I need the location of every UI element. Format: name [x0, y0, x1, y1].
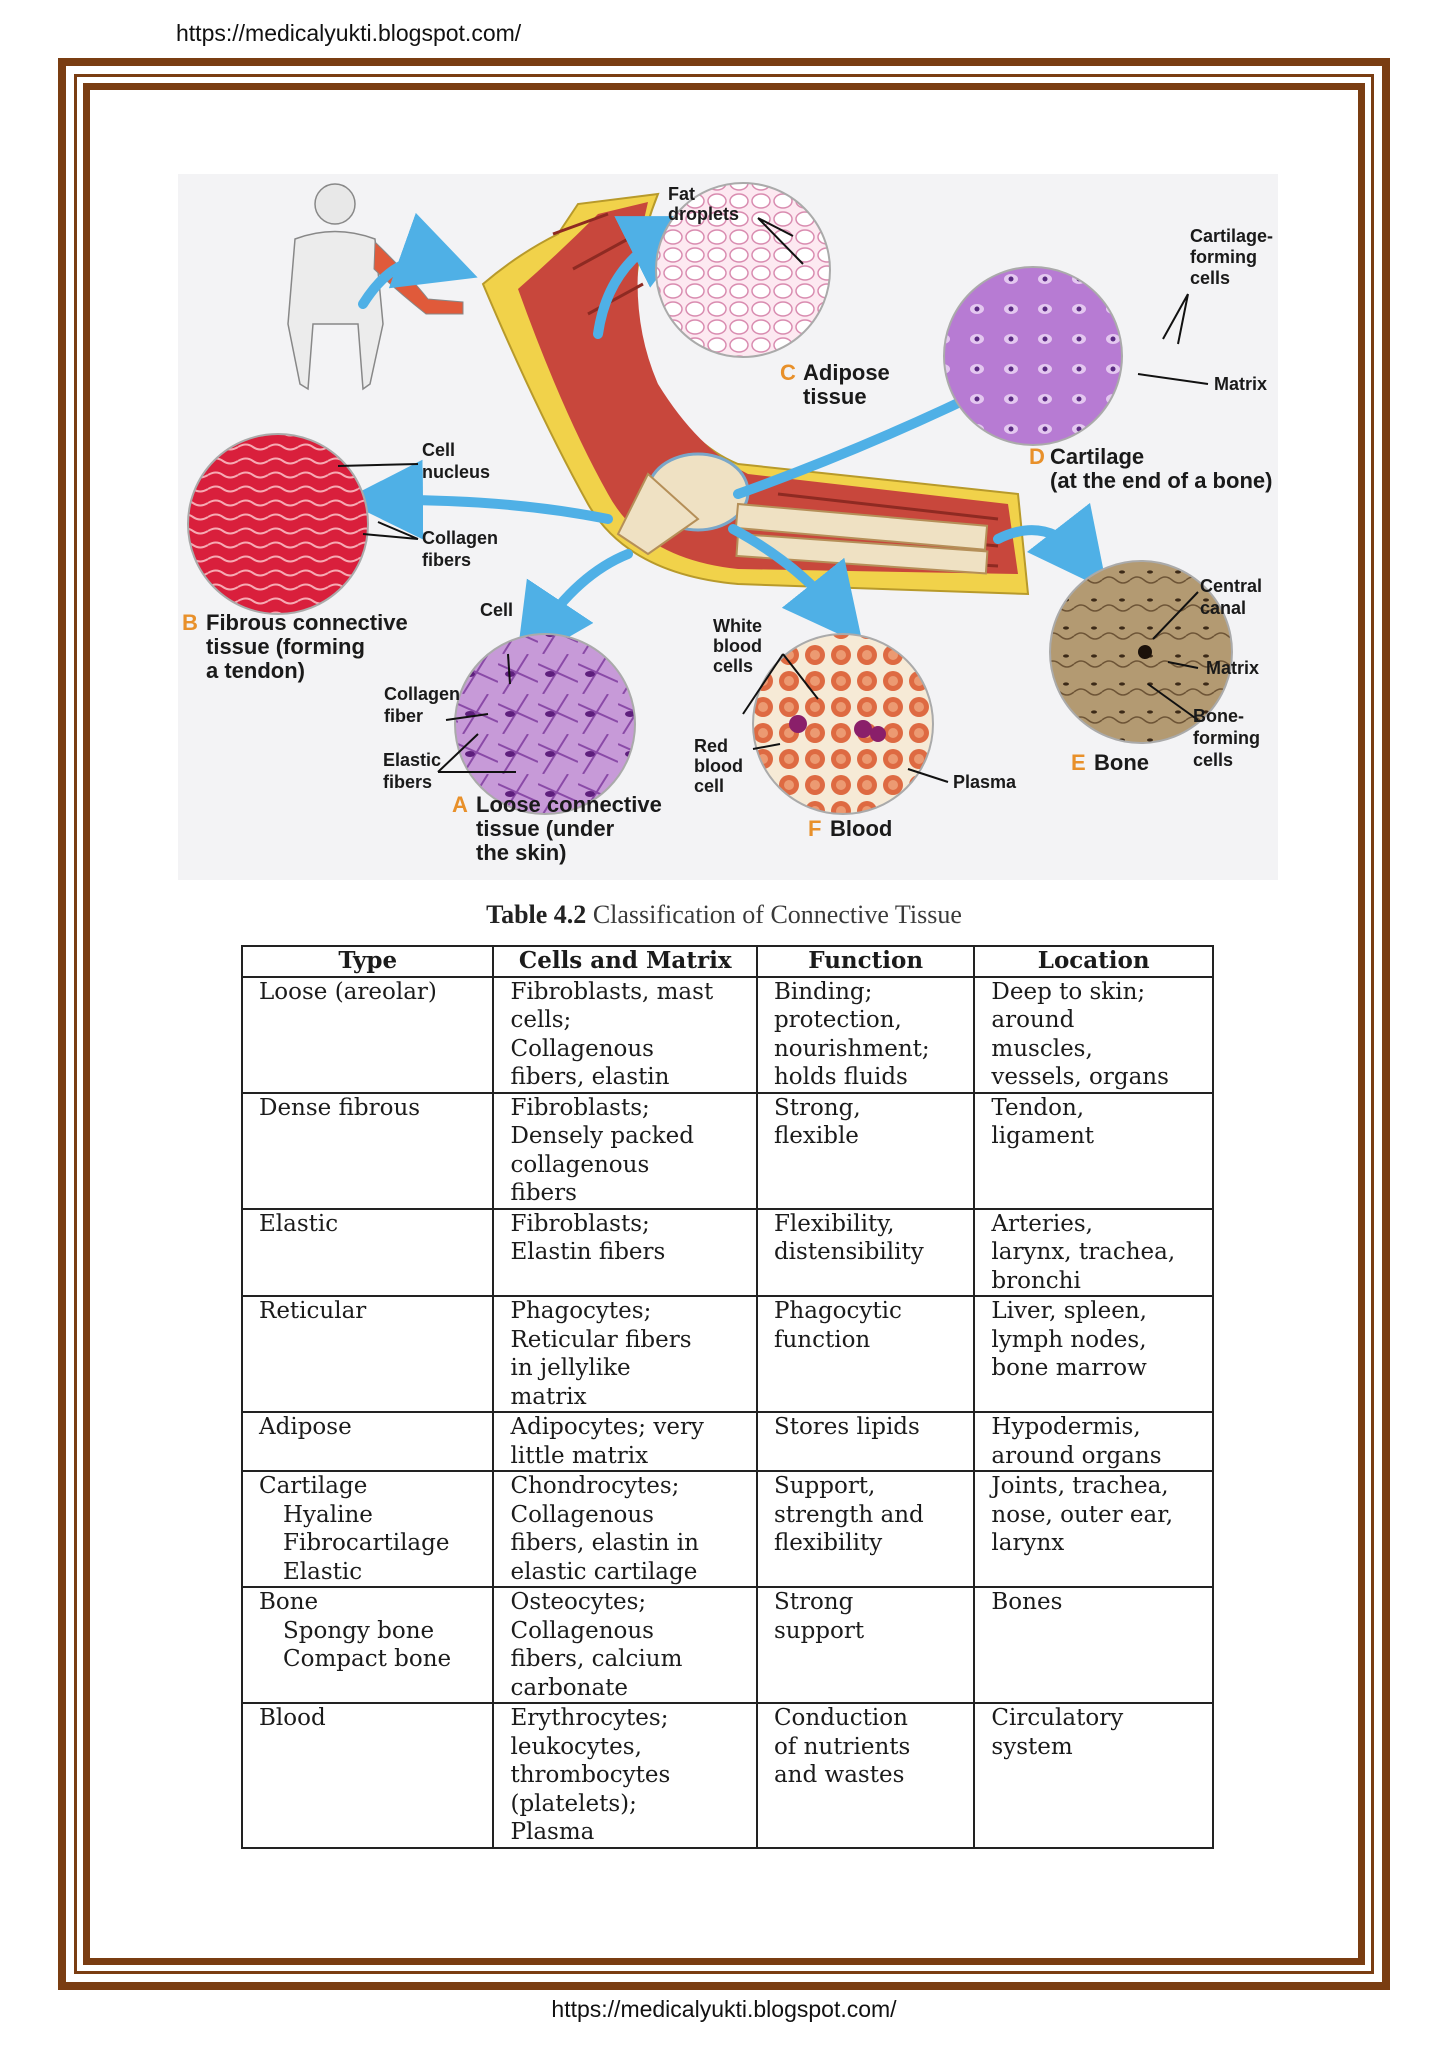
cell-text-line: Fibroblasts;	[510, 1210, 650, 1237]
cell-text-line: fibers	[510, 1180, 577, 1206]
header-type: Type	[242, 946, 493, 977]
cell-text-line: Compact bone	[283, 1646, 452, 1672]
cell-function	[757, 1703, 974, 1848]
cell-text-line: Elastin fibers	[510, 1239, 666, 1265]
label-matrix-bone: Matrix	[1206, 658, 1260, 678]
cell-function	[757, 1471, 974, 1587]
cell-text-line: in jellylike	[510, 1355, 631, 1381]
cell-text-line: Deep to skin;	[991, 978, 1146, 1005]
header-cells-matrix: Cells and Matrix	[493, 946, 756, 977]
cell-text-line: system	[991, 1733, 1073, 1760]
label-line: (at the end of a bone)	[1050, 468, 1273, 493]
cell-text-line: Strong	[773, 1589, 854, 1615]
cell-text-line: Chondrocytes;	[510, 1473, 680, 1499]
cell-text-line: thrombocytes	[510, 1762, 671, 1788]
cell-text-line: flexible	[773, 1123, 859, 1149]
cell-text-line: Conduction	[773, 1705, 908, 1731]
label-line: Cartilage	[1050, 444, 1145, 469]
cell-location	[974, 1703, 1213, 1848]
cell-text-line: Circulatory	[991, 1705, 1124, 1731]
cell-text-line: ligament	[991, 1123, 1095, 1149]
cell-text-line: Stores lipids	[773, 1414, 920, 1440]
label-line: White	[713, 616, 762, 636]
cell-text-line: around organs	[991, 1442, 1162, 1469]
cell-location	[974, 977, 1213, 1093]
label-line: Collagen	[422, 528, 499, 548]
cell-text-line: strength and	[773, 1501, 924, 1528]
connective-tissue-figure	[178, 174, 1278, 880]
cell-text-line: vessels, organs	[991, 1064, 1169, 1090]
label-line: droplets	[668, 204, 740, 224]
cell-type	[242, 1703, 493, 1848]
cell-text-line: function	[773, 1326, 871, 1353]
label-line: Elastic	[383, 750, 442, 770]
cell-text-line: lymph nodes,	[991, 1326, 1147, 1353]
label-line: tissue (forming	[206, 634, 365, 659]
table-caption	[0, 900, 1448, 930]
cell-text-line: and wastes	[773, 1762, 905, 1788]
label-letter-c: C	[780, 360, 796, 385]
label-letter-d: D	[1029, 444, 1045, 469]
cell-text-line: fibers, calcium	[510, 1646, 683, 1672]
cell-text-line: Cartilage	[259, 1473, 368, 1499]
header-function: Function	[757, 946, 974, 977]
table-row	[242, 1296, 1213, 1412]
source-url-top[interactable]: https://medicalyukti.blogspot.com/	[176, 20, 522, 46]
cell-text-line: Osteocytes;	[510, 1589, 647, 1615]
cell-text-line: elastic cartilage	[510, 1558, 698, 1585]
cell-text-line: Liver, spleen,	[991, 1298, 1147, 1324]
cell-function	[757, 1209, 974, 1297]
label-letter-a: A	[452, 792, 468, 817]
table-row	[242, 977, 1213, 1093]
cell-text-line: Tendon,	[991, 1094, 1085, 1121]
label-line: cells	[1193, 750, 1234, 770]
cell-text-line: Fibrocartilage	[283, 1530, 450, 1556]
label-line: nucleus	[422, 462, 491, 482]
label-line: fibers	[383, 772, 433, 792]
cell-function	[757, 977, 974, 1093]
cell-location	[974, 1093, 1213, 1209]
label-line: the skin)	[476, 840, 567, 865]
cell-text-line: Phagocytes;	[510, 1298, 652, 1324]
label-blood: Blood	[830, 816, 893, 841]
cell-text-line: nourishment;	[773, 1035, 930, 1062]
cell-type	[242, 1209, 493, 1297]
cell-text-line: Binding;	[773, 978, 873, 1005]
cell-text-line: Blood	[259, 1705, 326, 1731]
cell-text-line: Fibroblasts, mast	[510, 978, 714, 1005]
cell-cells-matrix	[493, 1703, 756, 1848]
fibrous-tissue-image	[188, 434, 368, 614]
label-line: Fibrous connective	[206, 610, 408, 635]
cell-text-line: Hyaline	[283, 1501, 373, 1528]
label-matrix-cartilage: Matrix	[1214, 374, 1268, 394]
cell-cells-matrix	[493, 977, 756, 1093]
label-line: Adipose	[803, 360, 890, 385]
label-line: a tendon)	[206, 658, 305, 683]
cell-text-line: protection,	[773, 1007, 902, 1033]
cell-cells-matrix	[493, 1587, 756, 1703]
cell-text-line: Hypodermis,	[991, 1414, 1141, 1440]
cell-location	[974, 1587, 1213, 1703]
table-header-row	[242, 946, 1213, 977]
table-row	[242, 1209, 1213, 1297]
cell-text-line: Fibroblasts;	[510, 1094, 650, 1121]
label-line: Bone-	[1193, 706, 1244, 726]
label-line: Cell	[422, 440, 456, 460]
label-line: Collagen	[384, 684, 461, 704]
cell-text-line: (platelets);	[510, 1790, 637, 1817]
cell-text-line: Adipose	[259, 1414, 352, 1440]
label-line: fibers	[422, 550, 472, 570]
table-row	[242, 1703, 1213, 1848]
cell-type	[242, 1471, 493, 1587]
cell-text-line: bronchi	[991, 1267, 1081, 1294]
cell-text-line: Elastic	[283, 1558, 363, 1585]
cell-cells-matrix	[493, 1296, 756, 1412]
label-line: forming	[1193, 728, 1260, 748]
cell-type	[242, 1296, 493, 1412]
cell-text-line: support	[773, 1617, 865, 1644]
cell-text-line: matrix	[510, 1383, 587, 1410]
label-line: tissue (under	[476, 816, 615, 841]
source-url-bottom[interactable]: https://medicalyukti.blogspot.com/	[551, 1996, 897, 2022]
cell-text-line: Bone	[259, 1589, 319, 1615]
cell-location	[974, 1209, 1213, 1297]
blood-image	[753, 634, 933, 814]
label-line: canal	[1200, 598, 1247, 618]
cell-text-line: Reticular	[259, 1298, 367, 1324]
cell-text-line: Dense fibrous	[259, 1094, 421, 1121]
table-row	[242, 1587, 1213, 1703]
cell-function	[757, 1412, 974, 1471]
label-letter-b: B	[182, 610, 198, 635]
cell-text-line: Densely packed	[510, 1123, 695, 1149]
cell-text-line: Spongy bone	[283, 1617, 435, 1644]
label-line: Fat	[668, 184, 695, 204]
table-row	[242, 1412, 1213, 1471]
connective-tissue-table	[241, 945, 1214, 1849]
cell-location	[974, 1296, 1213, 1412]
label-line: blood	[694, 756, 743, 776]
label-line: tissue	[803, 384, 867, 409]
table-title: Classification of Connective Tissue	[592, 900, 962, 929]
table-number: Table 4.2	[486, 900, 587, 929]
cell-type	[242, 1412, 493, 1471]
cell-text-line: Elastic	[259, 1210, 339, 1237]
cell-text-line: Plasma	[510, 1819, 595, 1845]
cell-text-line: holds fluids	[773, 1064, 908, 1090]
cell-location	[974, 1471, 1213, 1587]
label-line: cells	[1190, 268, 1231, 288]
label-line: Cartilage-	[1190, 226, 1274, 246]
cell-cells-matrix	[493, 1093, 756, 1209]
cell-text-line: distensibility	[773, 1239, 924, 1265]
cell-function	[757, 1296, 974, 1412]
cell-text-line: nose, outer ear,	[991, 1501, 1174, 1528]
cell-text-line: muscles,	[991, 1035, 1093, 1062]
cell-text-line: fibers, elastin in	[510, 1530, 699, 1556]
cell-text-line: around	[991, 1007, 1075, 1033]
cell-text-line: little matrix	[510, 1442, 649, 1469]
label-cell: Cell	[480, 600, 514, 620]
figure-illustration	[178, 174, 1278, 880]
cell-text-line: fibers, elastin	[510, 1064, 670, 1090]
cell-type	[242, 1587, 493, 1703]
label-plasma: Plasma	[953, 772, 1017, 792]
cell-location	[974, 1412, 1213, 1471]
cell-cells-matrix	[493, 1471, 756, 1587]
cell-cells-matrix	[493, 1412, 756, 1471]
cell-text-line: Collagenous	[510, 1501, 654, 1528]
cell-text-line: collagenous	[510, 1151, 650, 1178]
cell-text-line: Adipocytes; very	[510, 1414, 704, 1440]
cell-text-line: Arteries,	[991, 1210, 1093, 1237]
cell-text-line: Phagocytic	[773, 1298, 902, 1324]
label-line: cell	[694, 776, 725, 796]
label-line: blood	[713, 636, 762, 656]
label-line: forming	[1190, 247, 1257, 267]
table-row	[242, 1093, 1213, 1209]
cell-text-line: leukocytes,	[510, 1733, 642, 1760]
label-line: Red	[694, 736, 729, 756]
cell-text-line: carbonate	[510, 1674, 629, 1701]
cell-text-line: cells;	[510, 1007, 572, 1033]
cell-text-line: bone marrow	[991, 1355, 1147, 1381]
cell-text-line: Joints, trachea,	[991, 1473, 1169, 1499]
label-line: Loose connective	[476, 792, 662, 817]
label-line: cells	[713, 656, 754, 676]
cell-function	[757, 1587, 974, 1703]
table-row	[242, 1471, 1213, 1587]
loose-tissue-image	[455, 634, 635, 814]
label-line: Central	[1200, 576, 1263, 596]
cell-text-line: Collagenous	[510, 1035, 654, 1062]
cell-type	[242, 1093, 493, 1209]
cell-text-line: Bones	[991, 1589, 1063, 1615]
label-letter-f: F	[808, 816, 822, 841]
cell-text-line: larynx, trachea,	[991, 1239, 1176, 1265]
cell-text-line: Collagenous	[510, 1617, 654, 1644]
header-location: Location	[974, 946, 1213, 977]
cell-cells-matrix	[493, 1209, 756, 1297]
cell-text-line: of nutrients	[773, 1733, 911, 1760]
cell-text-line: Flexibility,	[773, 1210, 895, 1237]
cell-type	[242, 977, 493, 1093]
cell-text-line: flexibility	[773, 1530, 883, 1556]
cell-text-line: Loose (areolar)	[259, 978, 437, 1005]
cartilage-image	[944, 267, 1122, 445]
cell-function	[757, 1093, 974, 1209]
label-bone: Bone	[1094, 750, 1149, 775]
label-letter-e: E	[1071, 750, 1086, 775]
cell-text-line: larynx	[991, 1530, 1065, 1556]
label-line: fiber	[384, 706, 424, 726]
cell-text-line: Erythrocytes;	[510, 1705, 669, 1731]
cell-text-line: Support,	[773, 1473, 876, 1499]
cell-text-line: Reticular fibers	[510, 1326, 692, 1353]
cell-text-line: Strong,	[773, 1094, 861, 1121]
